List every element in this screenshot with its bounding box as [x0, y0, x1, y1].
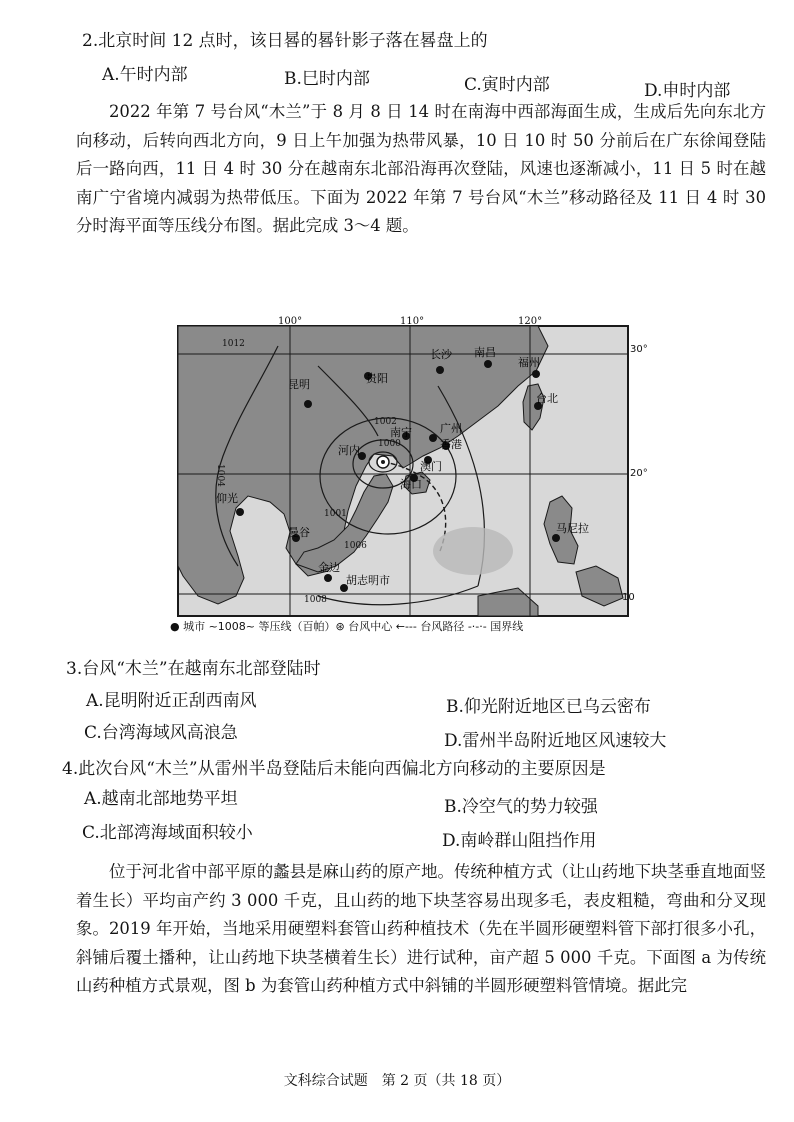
- svg-text:110°: 110°: [400, 316, 425, 327]
- svg-text:100°: 100°: [278, 316, 303, 327]
- svg-text:曼谷: 曼谷: [288, 526, 310, 539]
- city-hongkong: [440, 437, 462, 451]
- svg-text:台北: 台北: [536, 392, 558, 405]
- passage-yam: [76, 858, 766, 1001]
- svg-text:香港: 香港: [440, 438, 462, 451]
- svg-text:1008: 1008: [304, 595, 327, 605]
- svg-text:1004: 1004: [215, 464, 225, 487]
- svg-text:仰光: 仰光: [216, 492, 238, 505]
- q3-option-b: B.仰光附近地区已乌云密布: [446, 697, 651, 717]
- svg-text:广州: 广州: [440, 422, 462, 435]
- svg-text:海口: 海口: [400, 478, 422, 491]
- svg-text:昆明: 昆明: [288, 378, 310, 391]
- latitude-20: 20°: [630, 468, 648, 479]
- svg-text:南宁: 南宁: [390, 426, 412, 439]
- passage-typhoon: [76, 98, 766, 241]
- cloud-shading: [433, 527, 513, 575]
- svg-text:120°: 120°: [518, 316, 543, 327]
- svg-text:福州: 福州: [518, 356, 540, 369]
- q2-option-a: A.午时内部: [102, 65, 188, 85]
- q4-option-c: C.北部湾海域面积较小: [82, 823, 253, 843]
- latitude-30: 30°: [630, 344, 648, 355]
- q2-stem: 2.北京时间 12 点时，该日晷的晷针影子落在晷盘上的: [82, 31, 488, 51]
- svg-text:贵阳: 贵阳: [366, 372, 388, 385]
- svg-text:河内: 河内: [338, 444, 360, 457]
- passage-yam-text: 位于河北省中部平原的蠡县是麻山药的原产地。传统种植方式（让山药地下块茎垂直地面竖着生长）平均亩产约 3 000 千克，且山药的地下块茎容易出现多毛，表皮粗糙，弯曲和分叉现象。2019 年开始，当地采用硬塑料套管山药种植技术（先在半圆形硬塑料管下部打很多小孔，斜铺后覆土播种，让山药地下块茎横着生长）进行试种，亩产超 5 000 千克。下面图 a 为传统山药种植方式景观，图 b 为套管山药种植方式中斜铺的半圆形硬塑料管情境。据此完: [76, 862, 766, 995]
- svg-text:金边: 金边: [318, 561, 340, 574]
- svg-text:马尼拉: 马尼拉: [556, 522, 589, 535]
- q3-option-d: D.雷州半岛附近地区风速较大: [444, 731, 667, 751]
- q4-stem: 4.此次台风“木兰”从雷州半岛登陆后未能向西偏北方向移动的主要原因是: [62, 759, 606, 779]
- latitude-10: 10: [622, 592, 635, 603]
- svg-text:1000: 1000: [378, 439, 401, 449]
- passage-typhoon-text: 2022 年第 7 号台风“木兰”于 8 月 8 日 14 时在南海中西部海面生成，生成后先向东北方向移动，后转向西北方向，9 日上午加强为热带风暴，10 日 10 时 50 分前后在广东徐闻登陆后一路向西，11 日 4 时 30 分在越南东北部沿海再次登陆，风速也逐渐减小，11 日 5 时在越南广宁省境内减弱为热带低压。下面为 2022 年第 7 号台风“木兰”移动路径及 11 日 4 时 30 分时海平面等压线分布图。据此完成 3～4 题。: [76, 102, 766, 235]
- svg-text:胡志明市: 胡志明市: [346, 574, 390, 587]
- q3-stem: 3.台风“木兰”在越南东北部登陆时: [66, 659, 321, 679]
- typhoon-center-icon: [377, 456, 389, 468]
- svg-text:澳门: 澳门: [420, 460, 442, 473]
- svg-text:1012: 1012: [222, 339, 245, 349]
- q4-option-a: A.越南北部地势平坦: [84, 789, 238, 809]
- q3-option-a: A.昆明附近正刮西南风: [86, 691, 257, 711]
- q4-option-b: B.冷空气的势力较强: [444, 797, 598, 817]
- city-nanning: [390, 426, 412, 440]
- svg-text:1001: 1001: [324, 509, 347, 519]
- typhoon-map: [178, 316, 628, 616]
- q4-option-d: D.南岭群山阻挡作用: [442, 831, 597, 851]
- svg-text:南昌: 南昌: [474, 346, 496, 359]
- city-guiyang: [364, 371, 388, 385]
- q2-option-c: C.寅时内部: [464, 75, 550, 95]
- page-footer: 文科综合试题 第 2 页（共 18 页）: [283, 1073, 511, 1089]
- svg-text:1002: 1002: [374, 417, 397, 427]
- svg-text:1006: 1006: [344, 541, 367, 551]
- q2-option-b: B.巳时内部: [284, 69, 370, 89]
- map-legend: ● 城市 ~1008~ 等压线（百帕）⊛ 台风中心 ←--- 台风路径 -·-·- 国界线: [170, 620, 524, 633]
- svg-text:长沙: 长沙: [430, 348, 452, 361]
- q2-option-d: D.申时内部: [644, 81, 731, 101]
- q3-option-c: C.台湾海域风高浪急: [84, 723, 238, 743]
